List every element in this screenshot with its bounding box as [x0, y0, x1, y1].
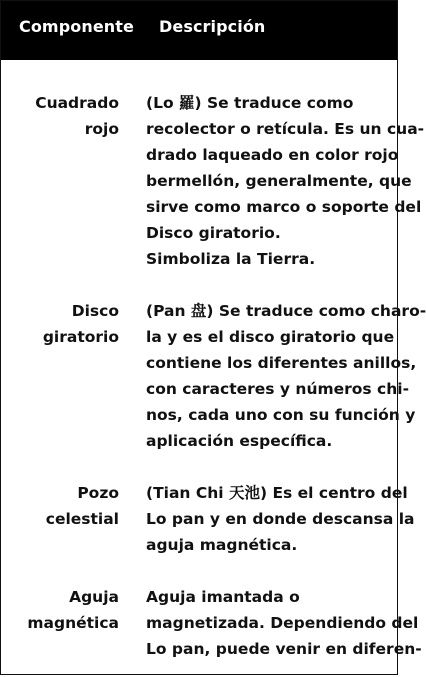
header-description: Descripción	[159, 17, 266, 36]
component-description	[146, 90, 425, 272]
description-line: la y es el disco giratorio que	[146, 328, 395, 346]
header-component: Componente	[19, 17, 134, 36]
description-line: contiene los diferentes anillos,	[146, 354, 417, 372]
description-line: (Tian Chi 天池) Es el centro del	[146, 484, 408, 502]
component-line: Disco	[71, 302, 119, 320]
component-line: Pozo	[77, 484, 119, 502]
component-name	[0, 584, 119, 636]
description-line: Disco giratorio.	[146, 224, 281, 242]
description-line: aguja magnética.	[146, 536, 298, 554]
component-name	[0, 480, 119, 532]
description-line: bermellón, generalmente, que	[146, 172, 412, 190]
description-line: drado laqueado en color rojo	[146, 146, 399, 164]
component-name	[0, 298, 119, 350]
description-line: magnetizada. Dependiendo del	[146, 614, 419, 632]
description-line: sirve como marco o soporte del	[146, 198, 422, 216]
component-line: Aguja	[69, 588, 119, 606]
component-description	[146, 584, 422, 662]
table-header	[1, 1, 397, 60]
component-line: rojo	[84, 120, 119, 138]
component-description	[146, 480, 415, 558]
component-line: magnética	[27, 614, 119, 632]
component-description	[146, 298, 426, 454]
component-line: Cuadrado	[35, 94, 119, 112]
description-line: aplicación específica.	[146, 432, 333, 450]
description-line: con caracteres y números chi-	[146, 380, 410, 398]
component-name	[0, 90, 119, 142]
description-line: Lo pan, puede venir en diferen-	[146, 640, 422, 658]
description-line: Lo pan y en donde descansa la	[146, 510, 415, 528]
description-line: recolector o retícula. Es un cua-	[146, 120, 425, 138]
description-line: Simboliza la Tierra.	[146, 250, 316, 268]
description-line: (Pan 盘) Se traduce como charo-	[146, 302, 426, 320]
description-line: (Lo 羅) Se traduce como	[146, 94, 354, 112]
description-line: Aguja imantada o	[146, 588, 300, 606]
component-line: giratorio	[42, 328, 119, 346]
component-line: celestial	[45, 510, 119, 528]
description-line: nos, cada uno con su función y	[146, 406, 416, 424]
